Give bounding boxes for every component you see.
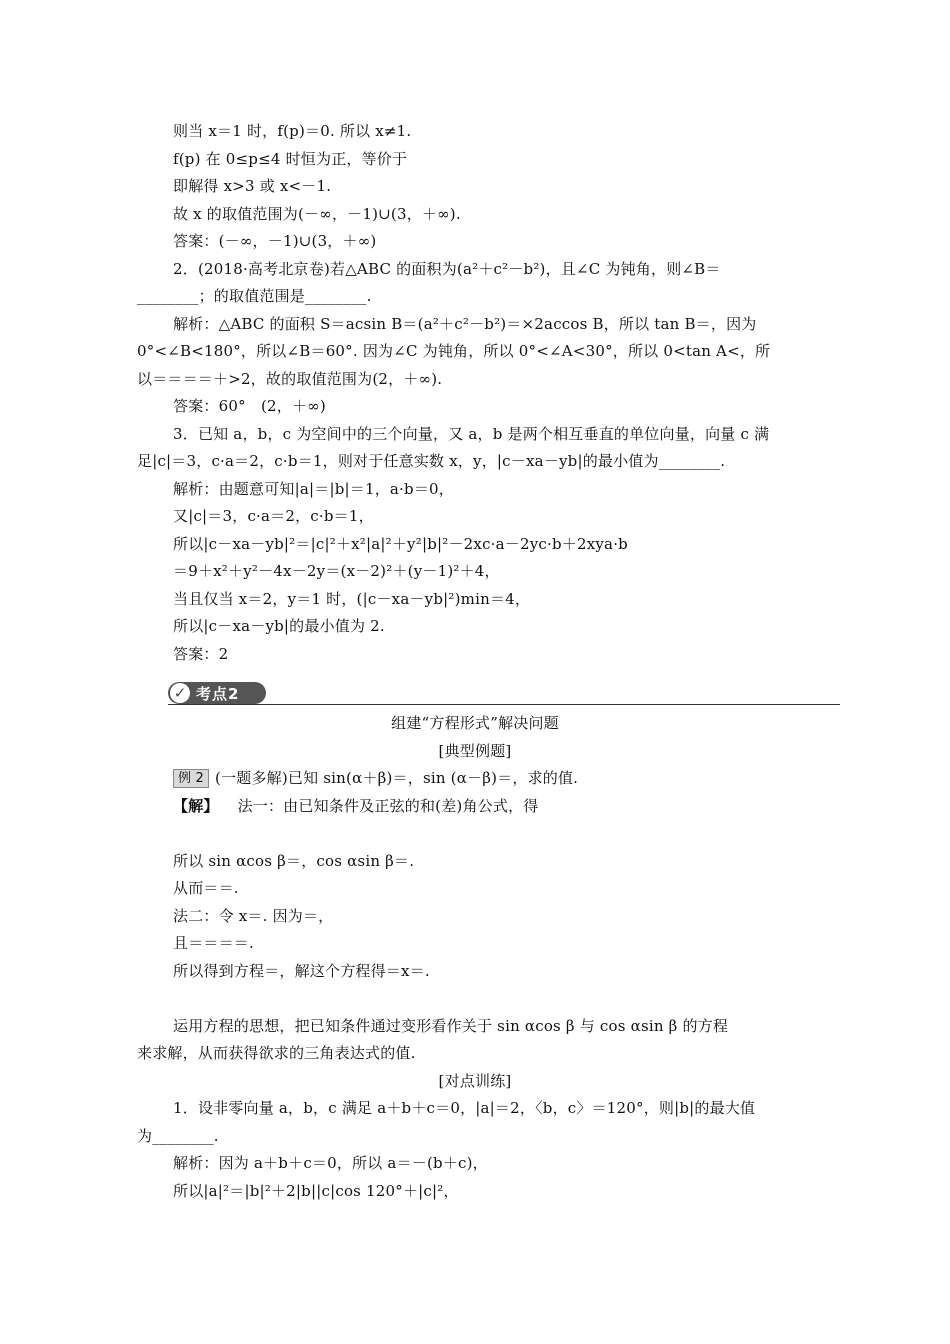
- question-2-solution-1: 解析：△ABC 的面积 S＝acsin B＝(a²＋c²－b²)＝×2accos B，所以 tan B＝，因为: [173, 314, 757, 333]
- practice-solution-1: 解析：因为 a＋b＋c＝0，所以 a＝－(b＋c)，: [173, 1154, 488, 1172]
- example-text: (一题多解)已知 sin(α＋β)＝，sin (α－β)＝，求的值.: [215, 769, 579, 787]
- text-line: 故 x 的取值范围为(－∞，－1)∪(3，＋∞).: [173, 204, 461, 223]
- question-3-solution: 又|c|＝3，c·a＝2，c·b＝1，: [173, 507, 374, 525]
- method-1-text: 法一：由已知条件及正弦的和(差)角公式，得: [237, 796, 539, 815]
- solve-label: 【解】: [173, 796, 219, 815]
- example-solve-line: [137, 793, 813, 821]
- example-tag: 例 2: [173, 769, 209, 788]
- section-badge: [168, 682, 266, 704]
- practice-question-1-line-2: 为________.: [137, 1126, 219, 1145]
- section-badge-label: 考点2: [196, 684, 240, 703]
- text-line: 即解得 x>3 或 x<－1.: [173, 177, 332, 195]
- blank-space: [137, 820, 813, 848]
- section-subtitle: [典型例题]: [438, 741, 512, 760]
- practice-question-1-line-1: 1．设非零向量 a，b，c 满足 a＋b＋c＝0，|a|＝2，〈b，c〉＝120°，则|b|的最大值: [173, 1099, 756, 1117]
- example-2-line: [137, 765, 813, 793]
- answer-line: 答案：(－∞，－1)∪(3，＋∞): [173, 232, 377, 250]
- question-3-solution: 所以|c－xa－yb|的最小值为 2.: [173, 617, 385, 635]
- question-2-answer: 答案：60° (2，＋∞): [173, 397, 326, 415]
- question-3-solution: 当且仅当 x＝2，y＝1 时，(|c－xa－yb|²)min＝4，: [173, 589, 531, 608]
- section-divider: [168, 704, 840, 705]
- question-2-line-2: ________；的取值范围是________.: [137, 287, 372, 305]
- question-3-solution: 所以|c－xa－yb|²＝|c|²＋x²|a|²＋y²|b|²－2xc·a－2yc·b＋2xya·b: [173, 534, 628, 553]
- example-line: 法二：令 x＝. 因为＝，: [173, 906, 334, 925]
- practice-solution-2: 所以|a|²＝|b|²＋2|b||c|cos 120°＋|c|²，: [173, 1181, 459, 1200]
- question-2-solution-2: 0°<∠B<180°，所以∠B＝60°. 因为∠C 为钝角，所以 0°<∠A<30°，所以 0<tan A<，所: [137, 342, 771, 360]
- question-3-line-1: 3．已知 a，b，c 为空间中的三个向量，又 a，b 是两个相互垂直的单位向量，向量 c 满: [173, 424, 770, 443]
- section-2-block: [137, 710, 813, 1205]
- question-2-solution-3: 以＝＝＝＝＋>2，故的取值范围为(2，＋∞).: [137, 369, 443, 388]
- text-line: f(p) 在 0≤p≤4 时恒为正，等价于: [173, 149, 408, 168]
- checkmark-icon: ✓: [170, 683, 190, 703]
- section-header: [168, 682, 840, 708]
- text-line: 则当 x＝1 时，f(p)＝0. 所以 x≠1.: [173, 122, 412, 140]
- blank-space: [137, 985, 813, 1013]
- example-line: 从而＝＝.: [173, 879, 239, 897]
- question-3-solution: ＝9＋x²＋y²－4x－2y＝(x－2)²＋(y－1)²＋4，: [173, 562, 500, 580]
- method-note-2: 来求解，从而获得欲求的三角表达式的值.: [137, 1044, 416, 1062]
- question-3-answer: 答案：2: [173, 644, 229, 663]
- solution-block-1: [137, 118, 813, 668]
- example-line: 且＝＝＝＝.: [173, 934, 254, 952]
- section-title: 组建“方程形式”解决问题: [391, 714, 559, 732]
- example-line: 所以 sin αcos β＝，cos αsin β＝.: [173, 851, 415, 870]
- example-line: 所以得到方程＝，解这个方程得＝x＝.: [173, 961, 430, 980]
- question-2-line-1: 2．(2018·高考北京卷)若△ABC 的面积为(a²＋c²－b²)，且∠C 为钝角，则∠B＝: [173, 259, 721, 278]
- practice-title: [对点训练]: [438, 1071, 512, 1090]
- question-3-solution: 解析：由题意可知|a|＝|b|＝1，a·b＝0，: [173, 479, 454, 498]
- method-note-1: 运用方程的思想，把已知条件通过变形看作关于 sin αcos β 与 cos αsin β 的方程: [173, 1016, 729, 1035]
- question-3-line-2: 足|c|＝3，c·a＝2，c·b＝1，则对于任意实数 x，y，|c－xa－yb|的最小值为________.: [137, 452, 726, 470]
